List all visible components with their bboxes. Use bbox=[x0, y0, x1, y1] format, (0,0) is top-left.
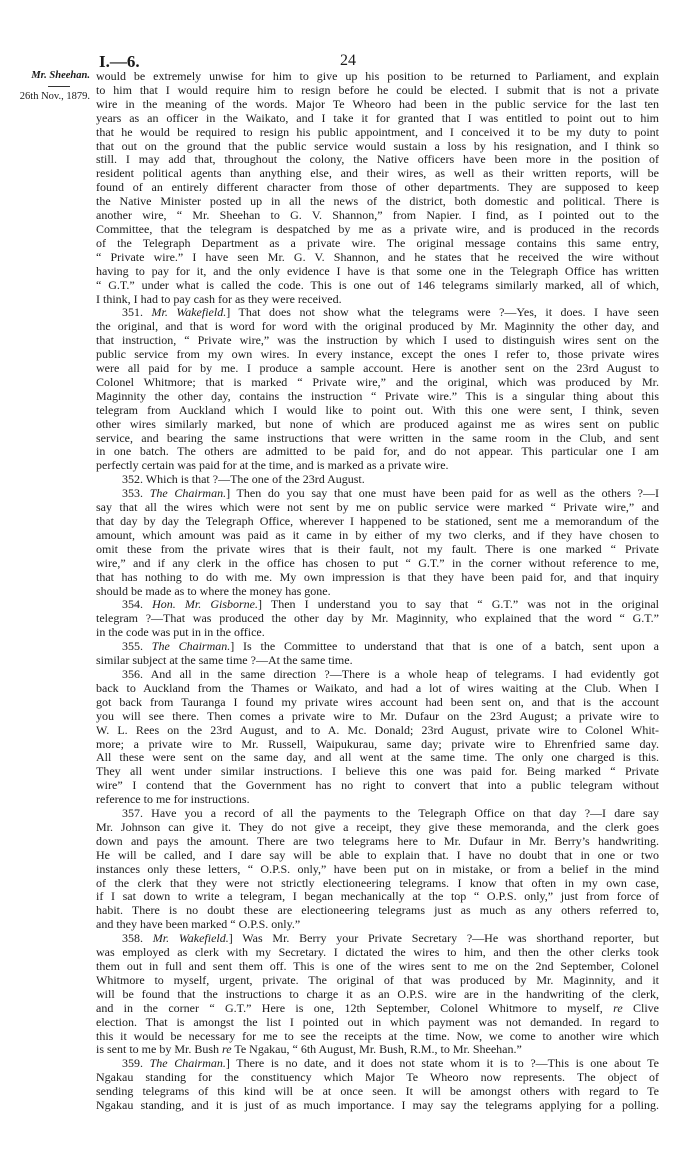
paragraph bbox=[96, 1057, 659, 1113]
text-line: perfectly certain was paid for at the time, and is marked as a private wire. bbox=[96, 458, 449, 473]
text-line: were all paid for by me. I produce a sample account. Here is another sent on the 23rd August to bbox=[96, 361, 659, 376]
text-line: similar subject at the same time ?—At the same time. bbox=[96, 653, 353, 668]
paragraph bbox=[96, 70, 659, 306]
text-line: public service from my own wires. In every instance, except the ones I refer to, those private wires bbox=[96, 347, 659, 362]
text-span: ] Was Mr. Berry your Private Secretary ?—He was shorthand reporter, but bbox=[228, 931, 659, 946]
text-line: another wire, “ Mr. Sheehan to G. V. Shannon,” from Napier. I find, as I pointed out to the bbox=[96, 208, 659, 223]
text-line: got back from Tauranga I found my private wires account had been sent on, and that is the account bbox=[96, 694, 659, 709]
text-line: still. I may add that, throughout the colony, the Native officers have been more in the position of bbox=[96, 152, 659, 167]
text-line: of the clerk that they were not strictly electioneering telegrams. I know that often in my own case, bbox=[96, 875, 659, 890]
text-line: amount, which amount was paid as it came in by either of my two clerks, and if they have chosen to bbox=[96, 527, 659, 542]
text-line: 352. Which is that ?—The one of the 23rd August. bbox=[122, 472, 365, 487]
text-line bbox=[96, 640, 659, 654]
paragraph bbox=[96, 668, 659, 807]
text-line: them out in full and sent them off. This is one of the wires sent to me on the 2nd September, Colonel bbox=[96, 959, 659, 973]
text-line: this it would be necessary for me to see the receipts at the time. Now, we come to another wire which bbox=[96, 1028, 659, 1043]
text-line: that he would be required to resign his public appointment, and I conceived it to be my duty to point bbox=[96, 124, 659, 139]
text-line: down and pays the amount. There are two telegrams here to Mr. Dufaur in Mr. Berry’s handwriting. bbox=[96, 833, 659, 848]
text-line: resident political agents than anything else, and their wires, as well as their written reports, will be bbox=[96, 166, 659, 181]
text-line: telegram ?—That was produced the other day by Mr. Maginnity, who explained that the word “ G.T.” bbox=[96, 611, 659, 626]
paragraph bbox=[96, 807, 659, 932]
text-line: in the code was put in in the office. bbox=[96, 625, 265, 640]
text-span: ] Is the Committee to understand that that is one of a batch, sent upon a bbox=[230, 639, 659, 654]
text-line: to him that I would require him to resign before he could be elected. I submit that is not a private bbox=[96, 82, 659, 97]
paragraph bbox=[96, 640, 659, 668]
margin-note bbox=[18, 70, 90, 103]
text-line: He will be called, and I dare say will be able to explain that. I have no doubt that in one or two bbox=[96, 847, 659, 862]
paragraph bbox=[96, 598, 659, 640]
text-span: is sent to me by Mr. Bush bbox=[96, 1042, 223, 1057]
paragraph bbox=[96, 932, 659, 1057]
text-line: that has nothing to do with me. My own impression is that they have been paid for, and that inquiry bbox=[96, 569, 659, 584]
text-line: reference to me for instructions. bbox=[96, 792, 250, 807]
text-line bbox=[96, 487, 659, 501]
speaker-name: The Chairman. bbox=[149, 486, 227, 501]
text-span: 353. bbox=[122, 486, 150, 501]
text-line: will be found that the instructions to charge it as an O.P.S. wire are in the handwriting of the clerk, bbox=[96, 986, 659, 1001]
text-line: Whitmore to myself, urgent, private. The original of that was produced by Mr. Maginnity, and it bbox=[96, 972, 659, 987]
paragraph bbox=[96, 306, 659, 473]
text-line bbox=[96, 932, 659, 946]
text-line: All these were sent on the same day, and all went at the same time. The only one charged is this. bbox=[96, 750, 659, 765]
text-line: other wires similarly marked, but none of which are produced against me as wires sent on public bbox=[96, 416, 659, 431]
text-line: say that all the wires which were not sent by me on public service were marked “ Private wire,” and bbox=[96, 500, 659, 515]
text-line: Maginnity the other day, contains the instruction “ Private wire.” This is a singular thing about this bbox=[96, 388, 659, 403]
text-span: ] That does not show what the telegrams were ?—Yes, it does. I have seen bbox=[226, 305, 659, 320]
speaker-name: Mr. Wakefield. bbox=[152, 931, 229, 946]
text-line: should be made as to where the money has gone. bbox=[96, 583, 331, 598]
text-line: of the Telegraph Department as a private wire. The original message contains this same entry, bbox=[96, 235, 659, 250]
text-line: They all went under similar instructions. I believe this one was paid for. Being marked “ Private bbox=[96, 764, 659, 779]
margin-divider bbox=[48, 86, 70, 87]
text-line bbox=[96, 1002, 659, 1016]
paragraph bbox=[96, 473, 659, 487]
text-line: having to pay for it, and the only evidence I have is that some one in the Telegraph Office has written bbox=[96, 263, 659, 278]
text-line: and they have been marked “ O.P.S. only.” bbox=[96, 917, 301, 932]
speaker-name: The Chairman. bbox=[151, 639, 231, 654]
text-line: the original, and that is word for word with the original produced by Mr. Maginnity the other day, and bbox=[96, 319, 659, 334]
text-span: 355. bbox=[122, 639, 152, 654]
text-line: 357. Have you a record of all the payments to the Telegraph Office on that day ?—I dare say bbox=[122, 806, 659, 821]
text-line: sending telegrams of this kind will be at once seen. It will be amongst others with regard to Te bbox=[96, 1084, 659, 1099]
text-span: and in the corner “ G.T.” Here is one, 12th September, Colonel Whitmore to myself, bbox=[96, 1000, 614, 1015]
text-line: election. That is amongst the list I pointed out in which payment was not demanded. In regard to bbox=[96, 1014, 659, 1029]
text-span: 354. bbox=[122, 597, 153, 612]
text-line: Ngakau standing for the constituency which Major Te Wheoro now represents. The object of bbox=[96, 1070, 659, 1085]
text-line: back to Auckland from the Thames or Waikato, and had a lot of wires waiting at the Club. When I bbox=[96, 680, 659, 695]
speaker-name: The Chairman. bbox=[149, 1056, 226, 1071]
text-line: in one batch. The others are admitted to be paid for, and do not appear. This particular one I am bbox=[96, 444, 659, 459]
text-line: wire” I contend that the Government has no right to convert that into a public telegram without bbox=[96, 778, 659, 793]
text-line bbox=[96, 1057, 659, 1071]
text-line: Mr. Johnson can give it. They do not give a receipt, they give these memoranda, and the clerk goes bbox=[96, 819, 659, 834]
text-line: Ngakau standing, and it is just of as much importance. I may say the telegrams applying for a polling. bbox=[96, 1098, 659, 1113]
speaker-name: re bbox=[613, 1000, 623, 1015]
text-line bbox=[96, 306, 659, 320]
text-line: wire in the meaning of the words. Major Te Wheoro had been in the public service for the last ten bbox=[96, 96, 659, 111]
text-line: Committee, that the telegram is despatched by me as a private wire, and is produced in the records bbox=[96, 221, 659, 236]
text-span: ] Then do you say that one must have been paid for as well as the others ?—I bbox=[226, 486, 659, 501]
margin-speaker: Mr. Sheehan. bbox=[31, 70, 90, 81]
text-span: Te Ngakau, “ 6th August, Mr. Bush, R.M., to Mr. Sheehan.” bbox=[231, 1042, 522, 1057]
text-line: years as an officer in the Waikato, and I take it for granted that I was entitled to point out to him bbox=[96, 110, 659, 125]
document-body bbox=[96, 70, 659, 1113]
text-span: 351. bbox=[122, 305, 152, 320]
paragraph bbox=[96, 487, 659, 598]
text-line: you will see there. Then comes a private wire to Mr. Dufaur on the 23rd August; a private wire to bbox=[96, 708, 659, 723]
text-span: Clive bbox=[622, 1000, 659, 1015]
text-line: omit these from the private wires that is their fault, not my fault. There is one marked “ Private bbox=[96, 541, 659, 556]
margin-date: 26th Nov., 1879. bbox=[19, 91, 90, 102]
text-span: ] There is no date, and it does not state whom it is to ?—This is one about Te bbox=[225, 1056, 659, 1071]
text-line: telegram from Auckland which I would like to point out. With this one were sent, I think, seven bbox=[96, 402, 659, 417]
speaker-name: re bbox=[222, 1042, 232, 1057]
document-reference: I.—6. bbox=[99, 52, 140, 71]
text-line: that instruction, “ Private wire,” was the instruction by which I used to distinguish wires sent on the bbox=[96, 333, 659, 348]
page-number: 24 bbox=[340, 52, 356, 69]
text-line: habit. There is no doubt these are electioneering telegrams just as much as any others referred to, bbox=[96, 903, 659, 918]
text-line: “ Private wire.” I have seen Mr. G. V. Shannon, and he states that he received the wire without bbox=[96, 249, 659, 264]
text-line: would be extremely unwise for him to give up his position to be returned to Parliament, and explain bbox=[96, 69, 659, 83]
text-line: 356. And all in the same direction ?—There is a whole heap of telegrams. I had evidently got bbox=[122, 666, 659, 681]
text-line: Colonel Whitmore; that is marked “ Private wire,” and the original, which was produced by Mr. bbox=[96, 374, 659, 389]
speaker-name: Hon. Mr. Gisborne. bbox=[152, 597, 258, 612]
text-line: W. L. Rees on the 23rd August, and to A. Mc. Donald; 23rd August, private wire to Colonel Whit- bbox=[96, 722, 659, 737]
text-line: if I sat down to write a telegram, I began mechanically at the top “ O.P.S. only,” just from force of bbox=[96, 889, 659, 904]
text-line bbox=[96, 598, 659, 612]
text-span: 358. bbox=[122, 931, 153, 946]
text-line bbox=[96, 1043, 659, 1057]
text-span: ] Then I understand you to say that “ G.T.” was not in the original bbox=[258, 597, 659, 612]
text-line: instances only these letters, “ O.P.S. only,” have been put on in mistake, or from a belief in the mind bbox=[96, 861, 659, 876]
speaker-name: Mr. Wakefield. bbox=[151, 305, 227, 320]
text-line: service, and bearing the same instructions that were written in the same room in the Club, and sent bbox=[96, 430, 659, 445]
text-line: wire,” and if any clerk in the office has chosen to put “ G.T.” in the corner without reference to me, bbox=[96, 555, 659, 570]
text-line: more; a private wire to Mr. Russell, Waipukurau, same day; private wire to Ehrenfried same day. bbox=[96, 736, 659, 751]
text-line: that out on the ground that the public service would sustain a loss by his resignation, and I think so bbox=[96, 138, 659, 153]
text-span: 359. bbox=[122, 1056, 150, 1071]
text-line: “ G.T.” under what is called the code. This is one out of 146 telegrams similarly marked, all of which, bbox=[96, 277, 659, 292]
text-line: found of an entirely different character from those of other departments. They are supposed to keep bbox=[96, 180, 659, 195]
text-line: I think, I had to pay cash for as they were received. bbox=[96, 291, 342, 306]
text-line: the Native Minister posted up in all the news of the district, both domestic and political. There is bbox=[96, 194, 659, 209]
text-line: was employed as clerk with my Secretary. I dictated the wires to him, and then the other clerks took bbox=[96, 945, 659, 960]
text-line: that day by day the Telegraph Office, wherever I happened to be stationed, sent me a memorandum of the bbox=[96, 514, 659, 528]
